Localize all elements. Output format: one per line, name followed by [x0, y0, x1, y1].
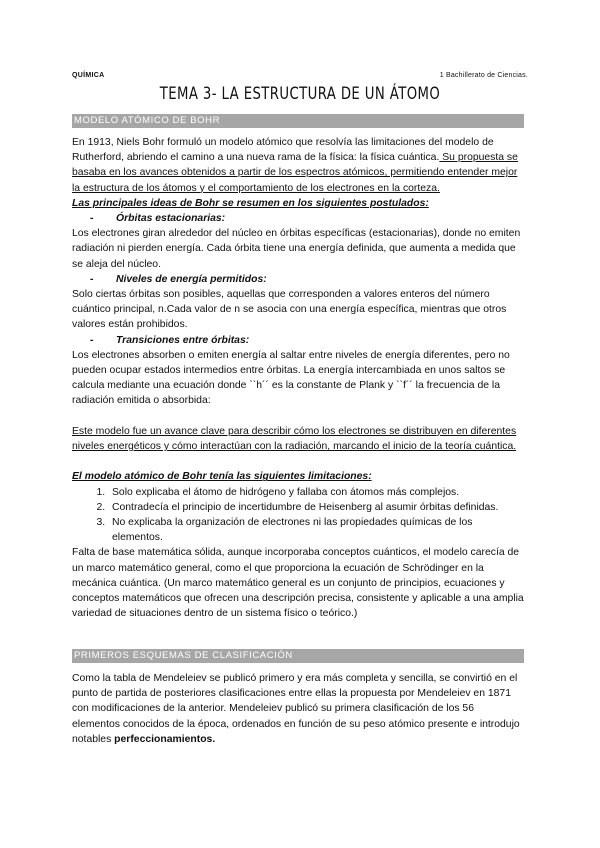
closing-paragraph: Falta de base matemática sólida, aunque incorporaba conceptos cuánticos, el modelo carecía de un marco matemático general, como el que proporciona la ecuación de Schrödinger en la mecánica cuántica. (Un marco matemático general es un conjunto de principios, ecuaciones y conceptos matemáticos que ofrecen una descripción precisa, consistente y aplicable a una amplia variedad de situaciones dentro de un sistema físico o teórico.): [72, 547, 524, 620]
list-item: 3. No explicaba la organización de electrones ni las propiedades químicas de los elementos.: [108, 515, 524, 545]
section-body-classification: [72, 671, 524, 747]
limitations-list: [72, 485, 524, 546]
list-item: 1. Solo explicaba el átomo de hidrógeno y fallaba con átomos más complejos.: [108, 485, 524, 500]
postulate-title-text: Niveles de energía permitidos:: [116, 273, 267, 285]
section-heading-bohr: MODELO ATÓMICO DE BOHR: [72, 114, 524, 128]
postulate-title: - Transiciones entre órbitas:: [90, 334, 250, 346]
page-title: TEMA 3- LA ESTRUCTURA DE UN ÁTOMO: [159, 84, 441, 104]
postulate-title: - Órbitas estacionarias:: [90, 213, 226, 225]
postulates-heading: Las principales ideas de Bohr se resumen en los siguientes postulados:: [72, 197, 429, 209]
postulate-title-text: Órbitas estacionarias:: [116, 213, 226, 225]
header-subject: QUÍMICA: [72, 72, 105, 79]
list-item: 2. Contradecía el principio de incertidumbre de Heisenberg al asumir órbitas definidas.: [108, 500, 524, 515]
intro-text: En 1913, Niels Bohr formuló un modelo atómico que resolvía las limitaciones del modelo de Rutherford, abriendo el camino a una nueva rama de la física: la física cuántica.: [72, 137, 494, 164]
header-course: 1 Bachillerato de Ciencias.: [439, 72, 528, 79]
intro-paragraph: [72, 135, 524, 196]
postulate-text: Solo ciertas órbitas son posibles, aquellas que corresponden a valores enteros del número cuántico principal, n.Cada valor de n se asocia con una energía específica, mientras que otros valores están prohibidos.: [72, 289, 507, 331]
postulate-title-text: Transiciones entre órbitas:: [116, 334, 250, 346]
summary-paragraph: Este modelo fue un avance clave para describir cómo los electrones se distribuyen en diferentes niveles energéticos y cómo interactúan con la radiación, marcando el inicio de la teoría cuántica.: [72, 425, 517, 453]
intro-underlined-text: Su propuesta se basaba en los avances obtenidos a partir de los espectros atómicos, permitiendo entender mejor la estructura de los átomos y el comportamiento de los electrones en la corteza.: [72, 152, 518, 194]
section-heading-classification: PRIMEROS ESQUEMAS DE CLASIFICACIÓN: [72, 649, 524, 663]
classification-text: Como la tabla de Mendeleiev se publicó primero y era más completa y sencilla, se convirtió en el punto de partida de posteriores clasificaciones entre ellas la propuesta por Mendeleiev en 1871 con modificaciones de la anterior. Mendeleiev publicó su primera clasificación de los 56 elementos conocidos de la época, ordenados en función de su peso atómico presente e introdujo notables: [72, 673, 520, 745]
classification-bold-text: perfeccionamientos.: [114, 733, 216, 745]
limitations-heading: El modelo atómico de Bohr tenía las siguientes limitaciones:: [72, 471, 372, 483]
postulate-title: - Niveles de energía permitidos:: [90, 273, 267, 285]
section-body-bohr: [72, 135, 524, 621]
classification-paragraph: [72, 671, 524, 747]
postulate-text: Los electrones absorben o emiten energía al saltar entre niveles de energía diferentes, pero no pueden ocupar estados intermedios entre órbitas. La energía intercambiada en unos saltos se calcula mediante una ecuación donde ``h´´ es la constante de Plank y ``f´´ la frecuencia de la radiación emitida o absorbida:: [72, 349, 510, 407]
postulate-text: Los electrones giran alrededor del núcleo en órbitas específicas (estacionarias), donde no emiten radiación ni pierden energía. Cada órbita tiene una energía definida, que aumenta a medida que se aleja del núcleo.: [72, 228, 521, 270]
